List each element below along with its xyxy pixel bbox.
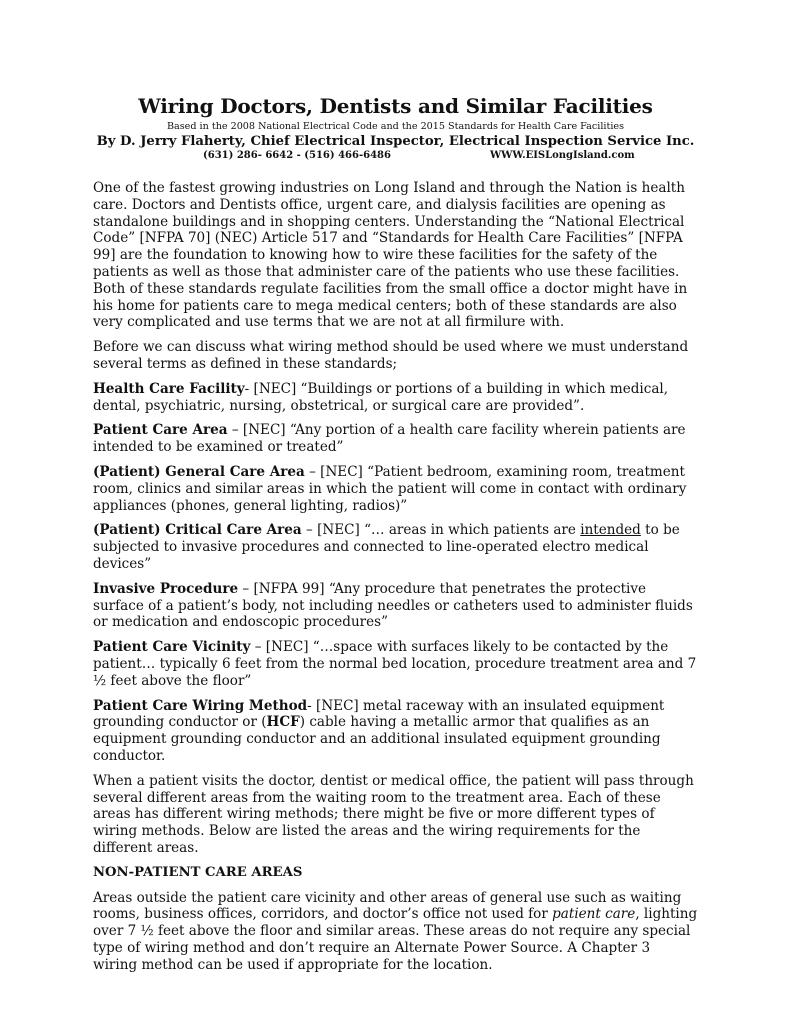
intro-paragraph: One of the fastest growing industries on Long Island and through the Nation is health care. Doctors and Dentists office, urgent care, and dialysis facilities are opening as standalone buildings and in shopping centers. Understanding the “National Electrical Code” [NFPA 70] (NEC) Article 517 and “Standards for Health Care Facilities” [NFPA 99] are the foundation to knowing how to wire these facilities for the safety of the patients as well as those that administer care of the patients who use these facilities. Both of these standards regulate facilities from the small office a doctor might have in his home for patients care to mega medical centers; both of these standards are also very complicated and use terms that we are not at all firmilure with. (93, 180, 688, 331)
definition-text: ) cable having a metallic armor that qualifies as an equipment grounding conductor and an additional insulated equipment grounding conductor. (93, 714, 661, 764)
definition-term: Patient Care Area (93, 422, 228, 439)
website: WWW.EISLongIsland.com (489, 150, 635, 161)
definition-patient-care-wiring-method (93, 698, 698, 765)
definition-term: Invasive Procedure (93, 580, 239, 597)
definition-text: – [NFPA 99] “Any procedure that penetrates the protective surface of a patient’s body, not including needles or catheters used to administer fluids or medication and endoscopic procedures” (93, 580, 693, 631)
definition-text: - [NEC] “Buildings or portions of a building in which medical, dental, psychiatric, nursing, obstetrical, or surgical care are provided”. (93, 380, 669, 414)
underlined-word: intended (580, 522, 641, 539)
definition-term: (Patient) General Care Area (93, 463, 305, 480)
document-title: Wiring Doctors, Dentists and Similar Facilities (138, 94, 653, 118)
paragraph-text: Areas outside the patient care vicinity and other areas of general use such as waiting rooms, business offices, corridors, and doctor’s office not used for (93, 889, 682, 923)
definition-health-care-facility (93, 381, 698, 415)
phone-numbers: (631) 286- 6642 - (516) 466-6486 (203, 150, 391, 161)
definition-text: – [NEC] “… areas in which patients are (301, 522, 581, 539)
terms-intro-paragraph: Before we can discuss what wiring method should be used where we must understand several terms as defined in these standards; (93, 339, 689, 372)
definition-term: Patient Care Vicinity (93, 639, 251, 656)
definition-patient-care-area (93, 422, 698, 456)
contact-line (93, 150, 698, 161)
definition-general-care-area (93, 464, 698, 514)
document-subtitle: Based in the 2008 National Electrical Code and the 2015 Standards for Health Care Facilities (166, 121, 625, 132)
definition-text: – [NEC] “Any portion of a health care facility wherein patients are intended to be examined or treated” (93, 422, 686, 456)
bold-inline-term: HCF (266, 714, 300, 731)
definition-text: – [NEC] “…space with surfaces likely to be contacted by the patient… typically 6 feet from the normal bed location, procedure treatment area and 7 ½ feet above the floor” (93, 639, 697, 689)
definition-term: Health Care Facility (93, 380, 245, 397)
definition-text: to be subjected to invasive procedures and connected to line-operated electro medical devices” (93, 522, 680, 572)
definition-patient-care-vicinity (93, 639, 698, 689)
section-heading: NON-PATIENT CARE AREAS (93, 864, 303, 880)
paragraph-text: , lighting over 7 ½ feet above the floor and similar areas. These areas do not require any special type of wiring method and don’t require an Alternate Power Source. A Chapter 3 wiring method can be used if appropriate for the location. (93, 906, 698, 973)
definition-term: (Patient) Critical Care Area (93, 522, 302, 539)
italic-phrase: patient care (552, 906, 636, 923)
patient-visit-paragraph: When a patient visits the doctor, dentist or medical office, the patient will pass through several different areas from the waiting room to the treatment area. Each of these areas has different wiring methods; there might be five or more different types of wiring methods. Below are listed the areas and the wiring requirements for the different areas. (93, 772, 694, 856)
author-byline: By D. Jerry Flaherty, Chief Electrical Inspector, Electrical Inspection Service Inc. (96, 134, 695, 149)
definition-invasive-procedure (93, 581, 698, 631)
non-patient-care-paragraph (93, 890, 698, 974)
definition-text: - [NEC] metal raceway with an insulated equipment grounding conductor or ( (93, 697, 665, 731)
definition-term: Patient Care Wiring Method (93, 697, 308, 714)
definition-text: – [NEC] “Patient bedroom, examining room, treatment room, clinics and similar areas in which the patient will come in contact with ordinary appliances (phones, general lighting, radios)” (93, 463, 687, 514)
definition-critical-care-area (93, 522, 698, 572)
